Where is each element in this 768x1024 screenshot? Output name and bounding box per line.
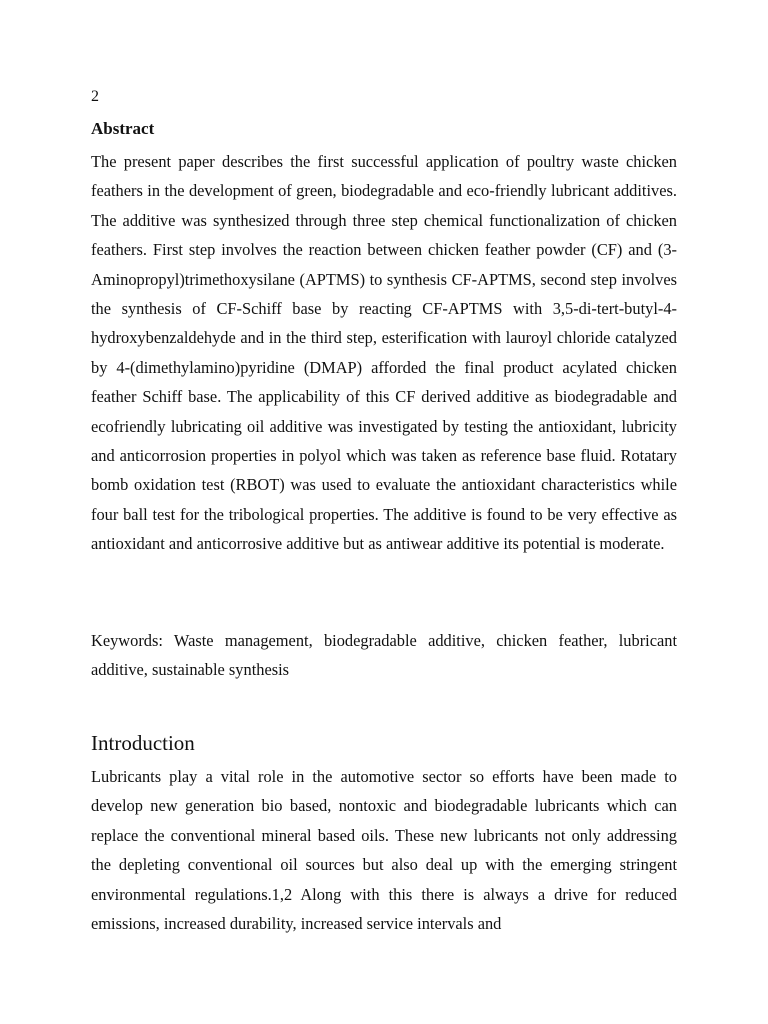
introduction-paragraph: Lubricants play a vital role in the automotive sector so efforts have been made to develop new generation bio based, nontoxic and biodegradable lubricants which can replace the conventional mineral based oils. These new lubricants not only addressing the depleting conventional oil sources but also deal up with the emerging stringent environmental regulations.1,2 Along with this there is always a drive for reduced emissions, increased durability, increased service intervals and xyxy=(91,767,677,934)
keywords-paragraph: Keywords: Waste management, biodegradable additive, chicken feather, lubricant additive, sustainable synthesis xyxy=(91,631,677,680)
introduction-heading: Introduction xyxy=(91,731,195,755)
abstract-paragraph: The present paper describes the first successful application of poultry waste chicken feathers in the development of green, biodegradable and eco-friendly lubricant additives. The additive was synthesized through three step chemical functionalization of chicken feathers. First step involves the reaction between chicken feather powder (CF) and (3-Aminopropyl)trimethoxysilane (APTMS) to synthesis CF-APTMS, second step involves the synthesis of CF-Schiff base by reacting CF-APTMS with 3,5-di-tert-butyl-4-hydroxybenzaldehyde and in the third step, esterification with lauroyl chloride catalyzed by 4-(dimethylamino)pyridine (DMAP) afforded the final product acylated chicken feather Schiff base. The applicability of this CF derived additive as biodegradable and ecofriendly lubricating oil additive was investigated by testing the antioxidant, lubricity and anticorrosion properties in polyol which was taken as reference base fluid. Rotatary bomb oxidation test (RBOT) was used to evaluate the antioxidant characteristics while four ball test for the tribological properties. The additive is found to be very effective as antioxidant and anticorrosive additive but as antiwear additive its potential is moderate. xyxy=(91,152,677,554)
page-number: 2 xyxy=(91,88,99,105)
abstract-heading: Abstract xyxy=(91,119,155,138)
